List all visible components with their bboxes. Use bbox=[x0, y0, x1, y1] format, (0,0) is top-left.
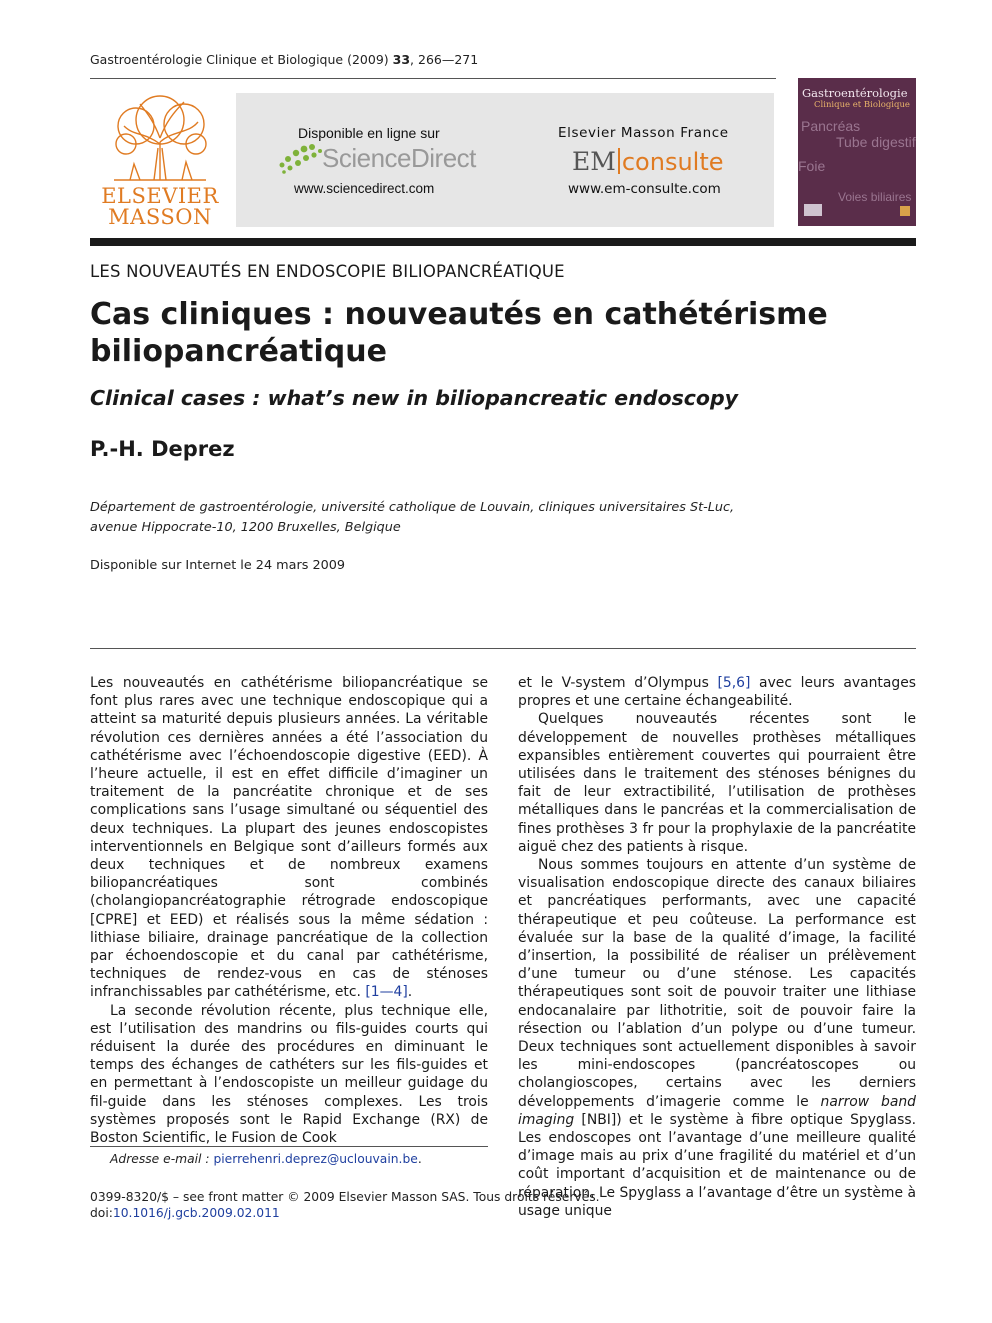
article-subtitle: Clinical cases : what’s new in biliopancreatic endoscopy bbox=[90, 386, 739, 410]
sciencedirect-wordmark: ScienceDirect bbox=[322, 143, 476, 173]
em-consulte-url[interactable]: www.em-consulte.com bbox=[568, 181, 721, 197]
journal-name: Gastroentérologie Clinique et Biologique (2009) bbox=[90, 52, 389, 67]
sciencedirect-logo[interactable] bbox=[278, 143, 478, 177]
em-wordmark: EM bbox=[572, 147, 616, 176]
tree-icon bbox=[104, 92, 216, 182]
logo-text-elsevier: ELSEVIER bbox=[101, 184, 219, 208]
cover-publisher-icon bbox=[900, 206, 910, 216]
header-thick-divider bbox=[90, 238, 916, 246]
article-title: Cas cliniques : nouveautés en cathétérisme biliopancréatique bbox=[90, 297, 828, 369]
cover-word-tube-digestif: Tube digestif bbox=[836, 134, 916, 150]
journal-reference bbox=[90, 52, 478, 67]
paragraph-text-end: . bbox=[407, 984, 413, 1001]
paragraph bbox=[518, 856, 916, 1220]
affiliation-line-1: Département de gastroentérologie, université catholique de Louvain, cliniques universitaires St-Luc, bbox=[90, 500, 735, 515]
sciencedirect-dots-icon bbox=[278, 143, 322, 175]
top-divider bbox=[90, 78, 776, 79]
online-availability-date: Disponible sur Internet le 24 mars 2009 bbox=[90, 558, 346, 573]
paragraph bbox=[518, 674, 916, 710]
paragraph-text: Les nouveautés en cathétérisme biliopancréatique se font plus rares avec une technique endoscopique qui a atteint sa maturité depuis plusieurs années. La véritable révolution ces dernières années a été l’association du cathétérisme avec l’échoendoscopie digestive (EED). À l’heure actuelle, il est en effet difficile d’imaginer un traitement de la pancréatite chronique et de ses complications sans l’usage simultané ou séquentiel des deux techniques. La plupart des jeunes endoscopistes interventionnels en Belgique sont d’ailleurs formés aux deux techniques et de nombreux examens biliopancréatiques sont combinés (cholangiopancréatographie rétrograde endoscopique [CPRE] et EED) et réalisés sous la même sédation : lithiase biliaire, drainage pancréatique de la collection par échoendoscopie et du canal par cathétérisme, techniques de rendez-vous en cas de sténoses infranchissables par cathétérisme, etc. bbox=[90, 675, 488, 1001]
affiliation-line-2: avenue Hippocrate-10, 1200 Bruxelles, Belgique bbox=[90, 520, 401, 535]
cover-word-pancreas: Pancréas bbox=[801, 118, 861, 134]
author-email-link[interactable]: pierrehenri.deprez@uclouvain.be bbox=[213, 1152, 418, 1166]
cover-word-foie: Foie bbox=[798, 158, 826, 174]
cover-subtitle: Clinique et Biologique bbox=[814, 100, 910, 110]
paragraph-text: et le V-system d’Olympus bbox=[518, 675, 718, 691]
paragraph bbox=[90, 674, 488, 1002]
paragraph-italic-term: narrow band imaging bbox=[518, 1093, 916, 1128]
journal-volume: 33 bbox=[392, 52, 411, 67]
body-column-right bbox=[518, 674, 916, 1220]
cover-badge-icon bbox=[804, 204, 822, 216]
online-availability-banner bbox=[236, 93, 774, 227]
cover-title: Gastroentérologie bbox=[802, 86, 908, 100]
body-column-left bbox=[90, 674, 488, 1147]
doi-label: doi: bbox=[90, 1206, 113, 1220]
doi-link[interactable]: 10.1016/j.gcb.2009.02.011 bbox=[112, 1206, 280, 1220]
author-affiliation bbox=[90, 498, 850, 538]
section-label: LES NOUVEAUTÉS EN ENDOSCOPIE BILIOPANCRÉATIQUE bbox=[90, 262, 565, 281]
citation-link[interactable]: [1—4] bbox=[365, 984, 408, 1001]
paragraph: La seconde révolution récente, plus technique elle, est l’utilisation des mandrins ou fils-guides courts qui réduisent la durée des procédures en diminuant le temps des échanges de cathéters sur les fils-guides et en permettant à l’endoscopiste un meilleur guidage du fil-guide dans les sténoses complexes. Les trois systèmes proposés sont le Rapid Exchange (RX) de Boston Scientific, le Fusion de Cook bbox=[90, 1002, 488, 1147]
cover-word-voies-biliaires: Voies biliaires bbox=[838, 190, 912, 204]
paragraph: Quelques nouveautés récentes sont le développement de nouvelles prothèses métalliques expansibles entièrement couvertes qui pourraient être utilisées dans le traitement des sténoses bénignes du fait de leur extractibilité, l’utilisation de prothèses métalliques dans le pancréas et la commercialisation de fines prothèses 3 fr pour la prophylaxie de la pancréatite aiguë chez des patients à risque. bbox=[518, 711, 916, 855]
doi-line bbox=[90, 1206, 280, 1220]
footnote-end: . bbox=[417, 1152, 422, 1166]
consulte-wordmark: consulte bbox=[621, 148, 724, 176]
author-name: P.-H. Deprez bbox=[90, 437, 235, 461]
journal-cover bbox=[798, 78, 916, 226]
footnote-email bbox=[110, 1152, 422, 1166]
journal-pages: , 266—271 bbox=[410, 52, 479, 67]
paragraph-text-end: [NBI]) et le système à fibre optique Spyglass. Les endoscopes ont l’avantage d’une meilleure qualité d’image mais au prix d’une fragilité du matériel et d’un coût important d’acquisition et de maintenance ou de réparation. Le Spyglass a l’avantage d’être un système à usage unique bbox=[518, 1111, 916, 1219]
paragraph-text-end: avec leurs avantages propres et une certaine échangeabilité. bbox=[518, 675, 916, 710]
paragraph-text: Nous sommes toujours en attente d’un système de visualisation endoscopique directe des canaux biliaires et pancréatiques performants, avec une capacité thérapeutique et peu coûteuse. La performance est évaluée sur la base de la qualité d’image, la facilité d’insertion, la possibilité de réaliser un prélèvement d’une tumeur ou d’une sténose. Les capacités thérapeutiques sont soit de pouvoir traiter une lithiase endocanalaire par lithotritie, soit de pouvoir faire la résection ou l’ablation d’un polype ou d’une tumeur. Deux techniques sont actuellement disponibles à savoir les mini-endoscopes (pancréatoscopes ou cholangioscopes, certains avec les derniers développements d’imagerie comme le bbox=[518, 857, 916, 1110]
citation-link[interactable]: [5,6] bbox=[717, 675, 751, 691]
elsevier-masson-logo bbox=[90, 92, 230, 228]
sciencedirect-heading: Disponible en ligne sur bbox=[298, 125, 440, 141]
sciencedirect-url[interactable]: www.sciencedirect.com bbox=[294, 181, 435, 196]
em-consulte-heading: Elsevier Masson France bbox=[558, 125, 729, 141]
logo-text-masson: MASSON bbox=[108, 205, 212, 229]
footnote-label: Adresse e-mail : bbox=[110, 1152, 210, 1166]
copyright-line: 0399-8320/$ – see front matter © 2009 Elsevier Masson SAS. Tous droits réservés. bbox=[90, 1190, 600, 1204]
abstract-divider bbox=[90, 648, 916, 649]
em-consulte-logo[interactable] bbox=[572, 147, 724, 176]
logo-separator bbox=[618, 148, 620, 174]
footnote-divider bbox=[90, 1146, 488, 1147]
